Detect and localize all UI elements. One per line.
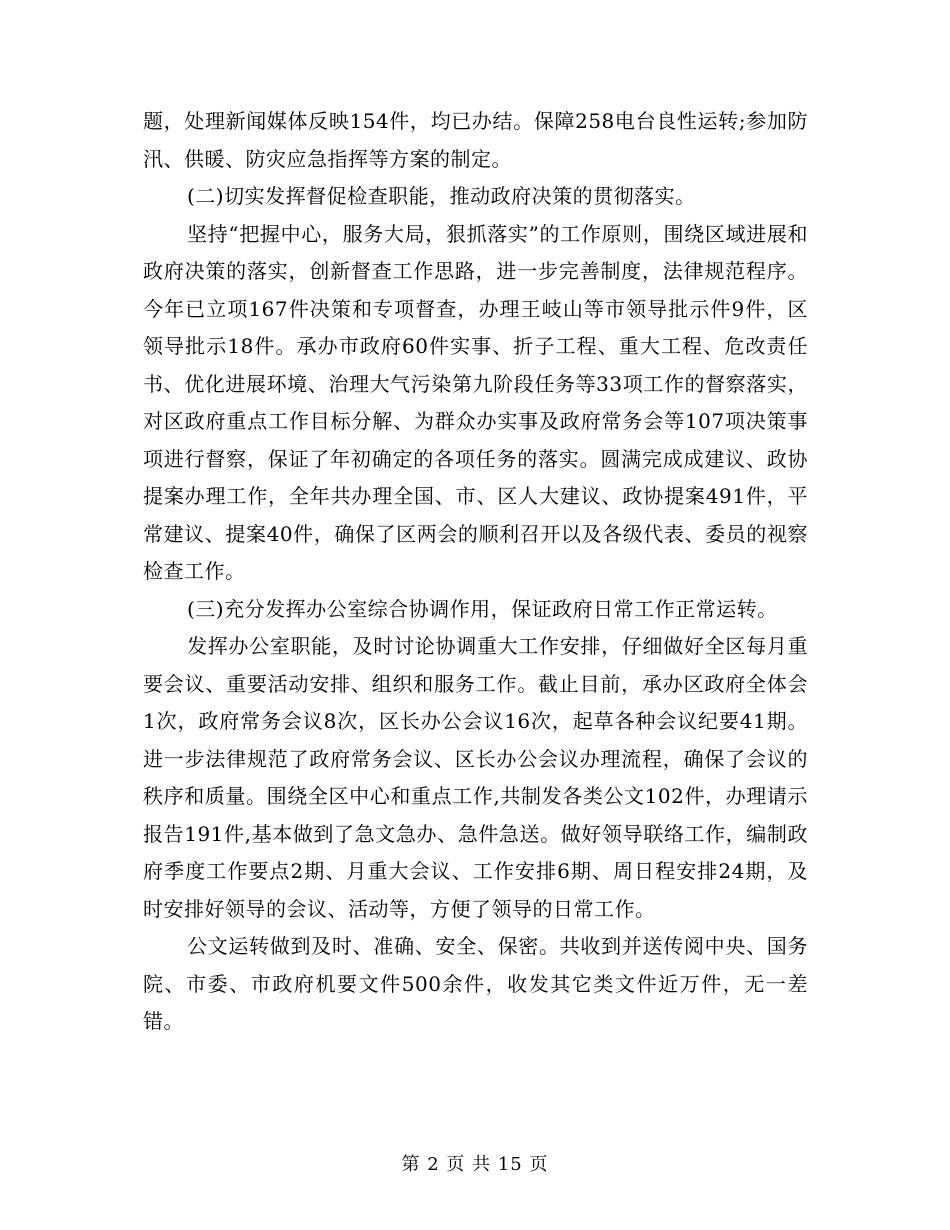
paragraph-coordination: 发挥办公室职能，及时讨论协调重大工作安排，仔细做好全区每月重要会议、重要活动安排、组织和服务工作。截止目前，承办区政府全体会1次，政府常务会议8次，区长办公会议16次，起草各种会议纪要41期。进一步法律规范了政府常务会议、区长办公会议办理流程，确保了会议的秩序和质量。围绕全区中心和重点工作,共制发各类公文102件，办理请示报告191件,基本做到了急文急办、急件急送。做好领导联络工作，编制政府季度工作要点2期、月重大会议、工作安排6期、周日程安排24期，及时安排好领导的会议、活动等，方便了领导的日常工作。 xyxy=(143,634,808,921)
paragraph-continuation: 题，处理新闻媒体反映154件，均已办结。保障258电台良性运转;参加防汛、供暖、防灾应急指挥等方案的制定。 xyxy=(143,109,808,171)
section-heading-3: (三)充分发挥办公室综合协调作用，保证政府日常工作正常运转。 xyxy=(187,596,778,621)
page-footer xyxy=(0,1150,950,1176)
paragraph-supervision: 坚持“把握中心，服务大局，狠抓落实”的工作原则，围绕区域进展和政府决策的落实，创新督查工作思路，进一步完善制度，法律规范程序。今年已立项167件决策和专项督查，办理王岐山等市领导批示件9件，区领导批示18件。承办市政府60件实事、折子工程、重大工程、危改责任书、优化进展环境、治理大气污染第九阶段任务等33项工作的督察落实，对区政府重点工作目标分解、为群众办实事及政府常务会等107项决策事项进行督察，保证了年初确定的各项任务的落实。圆满完成成建议、政协提案办理工作，全年共办理全国、市、区人大建议、政协提案491件，平常建议、提案40件，确保了区两会的顺利召开以及各级代表、委员的视察检查工作。 xyxy=(143,221,808,583)
page-number: 第 2 页 共 15 页 xyxy=(401,1154,549,1175)
paragraph-document-handling: 公文运转做到及时、准确、安全、保密。共收到并送传阅中央、国务院、市委、市政府机要文件500余件，收发其它类文件近万件，无一差错。 xyxy=(143,934,808,1033)
section-heading-2: (二)切实发挥督促检查职能，推动政府决策的贯彻落实。 xyxy=(187,184,696,208)
document-body xyxy=(143,103,808,1041)
